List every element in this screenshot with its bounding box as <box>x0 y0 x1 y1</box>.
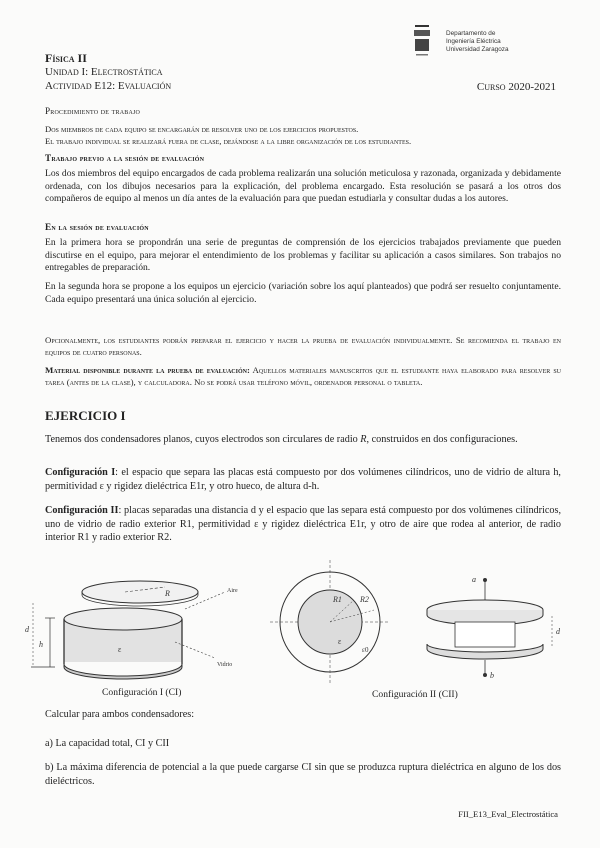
optional-note: Opcionalmente, los estudiantes podrán preparar el ejercicio y hacer la prueba de evaluación individualmente. Se recomienda el trabajo en equipos de cuatro personas. <box>45 335 561 357</box>
exercise-intro <box>45 433 561 446</box>
label-R1: R1 <box>333 595 342 604</box>
prework-paragraph: Los dos miembros del equipo encargados de cada problema realizarán una solución meticulosa y razonada, organizada y debidamente ordenada, con los dibujos necesarios para la explicación, del problema encargado. Esta resolución se pasará a los otros dos compañeros de equipo al menos un día antes de la evaluación para que puedan estudiarla y consultar dudas a los autores. <box>45 168 561 205</box>
figure-config-2-side <box>420 572 570 682</box>
activity-title: Actividad E12: Evaluación <box>45 80 172 92</box>
figure-1-caption: Configuración I (CI) <box>102 687 182 698</box>
university-logo <box>412 24 432 58</box>
intro-text: , construidos en dos configuraciones. <box>366 434 518 445</box>
material-note <box>45 364 561 388</box>
session-heading: En la sesión de evaluación <box>45 222 149 232</box>
material-label: Material disponible durante la prueba de evaluación: <box>45 365 250 375</box>
department-block <box>446 30 509 54</box>
config1-description <box>45 466 561 493</box>
config2-description <box>45 504 561 545</box>
config2-label: Configuración II <box>45 505 119 516</box>
procedure-heading: Procedimiento de trabajo <box>45 106 141 116</box>
label-epsilon0: ε0 <box>362 646 369 654</box>
session-paragraph-2: En la segunda hora se propone a los equipos un ejercicio (variación sobre los aquí planteados) que podrá ser resuelto conjuntamente. Cada equipo presentará una única solución al ejercicio. <box>45 281 561 305</box>
question-b: b) La máxima diferencia de potencial a la que puede cargarse CI sin que se produzca ruptura dieléctrica en alguno de los dos dieléctricos. <box>45 762 561 787</box>
terminal-a: a <box>472 575 476 584</box>
department-line: Departamento de <box>446 30 496 37</box>
label-vidrio: Vidrio <box>217 662 233 668</box>
exercise-title: EJERCICIO I <box>45 408 126 423</box>
label-R2: R2 <box>360 595 369 604</box>
material-text: Aquellos materiales manuscritos que el estudiante haya elaborado para resolver su tarea (antes de la clase), y calculadora. No se podrá usar teléfono móvil, ordenador personal o tableta. <box>45 365 561 387</box>
label-epsilon: ε <box>118 645 122 654</box>
label-d: d <box>556 627 560 636</box>
intro-text: Tenemos dos condensadores planos, cuyos electrodos son circulares de radio <box>45 434 361 445</box>
label-R: R <box>165 589 170 598</box>
unit-title: Unidad I: Electrostática <box>45 66 163 78</box>
terminal-b: b <box>490 671 494 680</box>
course-year: Curso 2020-2021 <box>476 81 556 93</box>
label-epsilon: ε <box>338 637 342 646</box>
label-aire: Aire <box>227 588 238 594</box>
footer-filename: FII_E13_Eval_Electrostática <box>458 809 558 819</box>
question-a: a) La capacidad total, CI y CII <box>45 738 170 749</box>
config2-text: : placas separadas una distancia d y el espacio que las separa está compuesto por dos volúmenes cilíndricos, uno de vidrio de radio exterior R1, permitividad ε y rigidez dieléctrica E1r, y otro de aire que rodea al anterior, de radio interior R1 y radio exterior R2. <box>45 505 561 543</box>
prework-heading: Trabajo previo a la sesión de evaluación <box>45 153 205 163</box>
department-line: Ingeniería Eléctrica <box>446 38 501 45</box>
department-line: Universidad Zaragoza <box>446 46 509 53</box>
procedure-line: Dos miembros de cada equipo se encargarán de resolver uno de los ejercicios propuestos. <box>45 124 359 134</box>
label-d: d <box>25 625 29 634</box>
university-crest-icon <box>412 24 432 58</box>
label-h: h <box>39 640 43 649</box>
intro-radius: R <box>360 434 367 445</box>
config1-text: : el espacio que separa las placas está compuesto por dos volúmenes cilíndricos, uno de vidrio de altura h, permitividad ε y rigidez dieléctrica E1r, y otro hueco, de altura d-h. <box>45 467 561 492</box>
session-paragraph-1: En la primera hora se propondrán una serie de preguntas de comprensión de los ejercicios trabajados previamente que pueden discutirse en el equipo, para mejorar el entendimiento de los problemas y facilitar su aplicación a casos similares. Son trabajos no entregables de preparación. <box>45 237 561 274</box>
figure-config-2-top <box>270 560 390 685</box>
config1-label: Configuración I <box>45 467 116 478</box>
course-title: Física II <box>45 51 87 65</box>
figure-config-1 <box>25 570 255 680</box>
procedure-line: El trabajo individual se realizará fuera de clase, dejándose a la libre organización de los estudiantes. <box>45 136 412 146</box>
calc-instruction: Calcular para ambos condensadores: <box>45 709 195 720</box>
figure-2-caption: Configuración II (CII) <box>372 689 458 700</box>
